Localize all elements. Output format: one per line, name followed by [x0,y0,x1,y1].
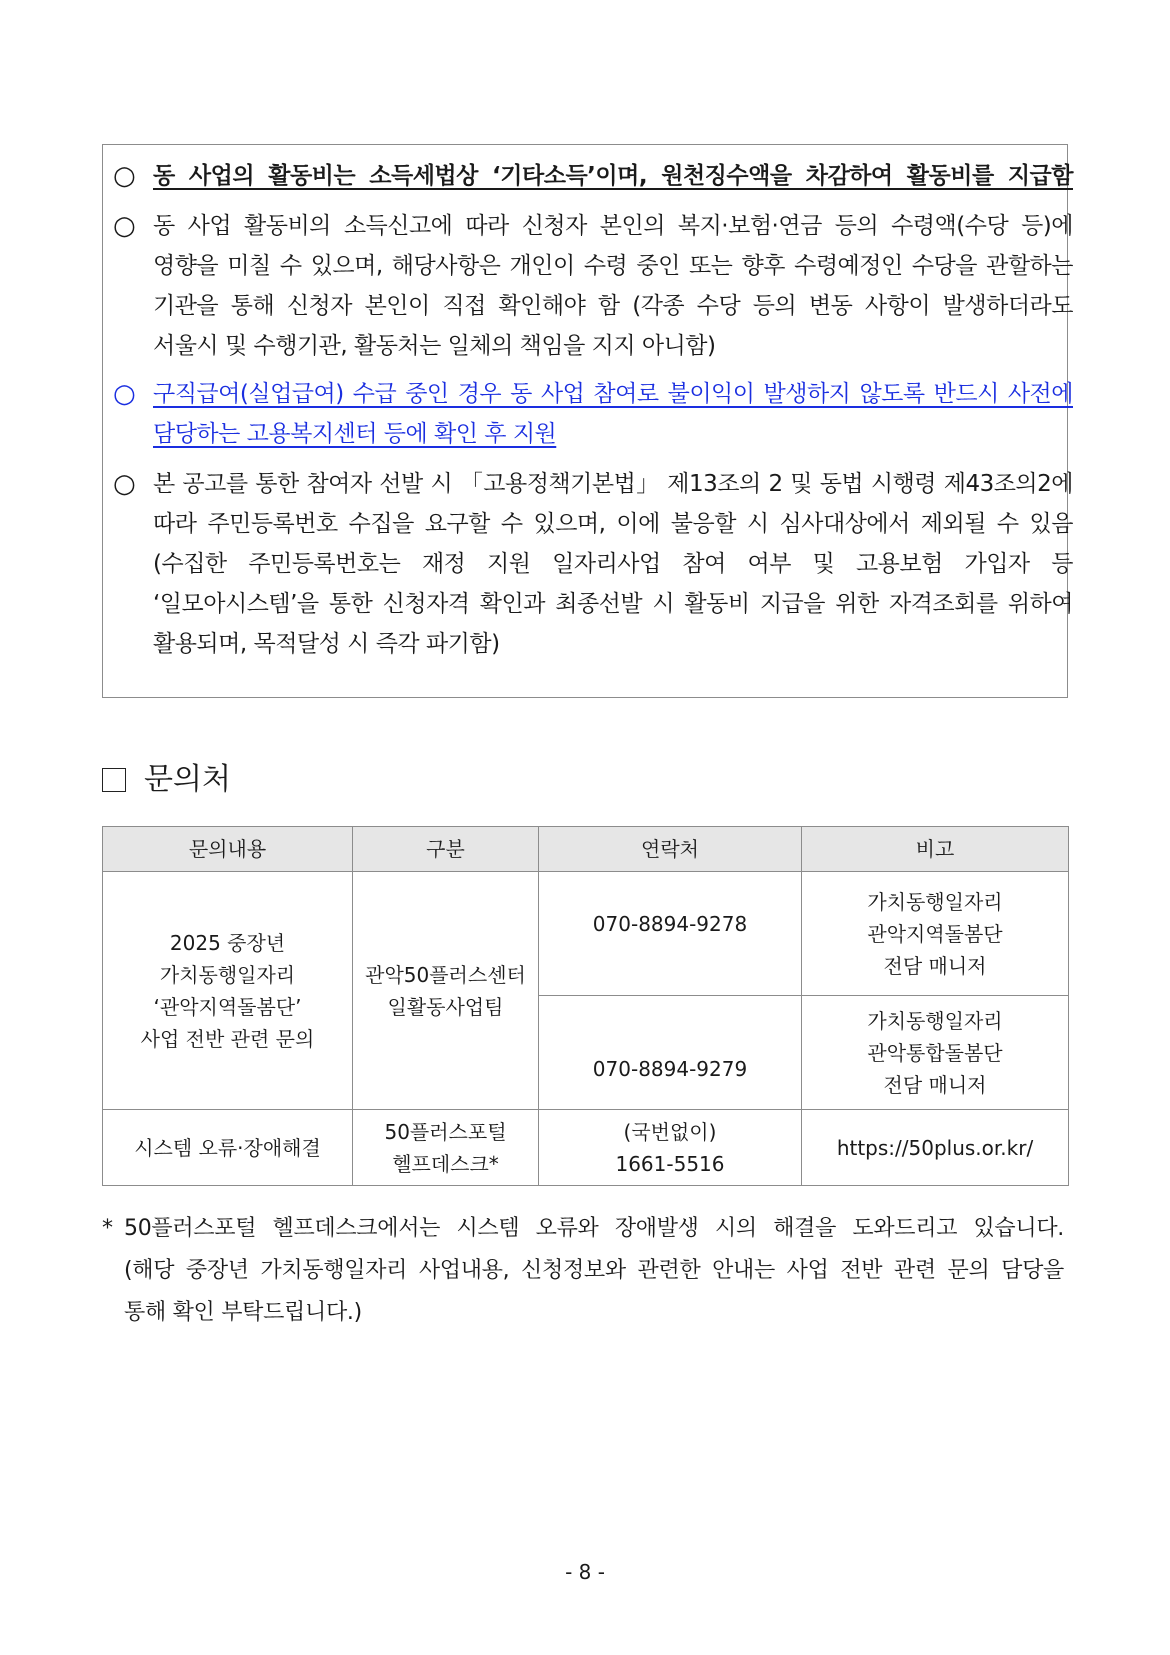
division-cell: 관악50플러스센터 일활동사업팀 [353,872,539,1110]
asterisk-mark: * [102,1216,113,1241]
header-inquiry: 문의내용 [103,827,353,872]
header-contact: 연락처 [539,827,802,872]
inquiry-cell: 2025 중장년 가치동행일자리 ‘관악지역돌봄단’ 사업 전반 관련 문의 [103,872,353,1110]
notice-text: 구직급여(실업급여) 수급 중인 경우 동 사업 참여로 불이익이 발생하지 않도록 반드시 사전에 [153,381,1073,407]
notice-text: 활용되며, 목적달성 시 즉각 파기함) [153,631,500,657]
notice-text: 따라 주민등록번호 수집을 요구할 수 있으며, 이에 불응할 시 심사대상에서 제외될 수 있음 [153,511,1073,537]
phone-cell: 070-8894-9279 [539,996,802,1110]
section-title: 문의처 [144,762,231,797]
header-note: 비고 [802,827,1069,872]
table-header-row [103,827,1069,872]
notice-text: 본 공고를 통한 참여자 선발 시 「고용정책기본법」 제13조의 2 및 동법 시행령 제43조의2에 [153,471,1073,497]
phone-cell: (국번없이) 1661-5516 [539,1110,802,1186]
division-cell: 50플러스포털 헬프데스크* [353,1110,539,1186]
notice-text: 담당하는 고용복지센터 등에 확인 후 지원 [153,421,557,447]
notice-text: (수집한 주민등록번호는 재정 지원 일자리사업 참여 여부 및 고용보험 가입자 등 [153,551,1073,577]
notice-text: 기관을 통해 신청자 본인이 직접 확인해야 함 (각종 수당 등의 변동 사항이 발생하더라도 [153,293,1073,319]
circle-bullet-icon: ○ [113,469,136,499]
note-cell: 가치동행일자리 관악통합돌봄단 전담 매니저 [802,996,1069,1110]
contact-table [102,826,1069,1186]
notice-text: 동 사업의 활동비는 소득세법상 ‘기타소득’이며, 원천징수액을 차감하여 활동비를 지급함 [153,163,1073,189]
footnote-text: 50플러스포털 헬프데스크에서는 시스템 오류와 장애발생 시의 해결을 도와드리고 있습니다. [124,1216,1064,1241]
note-cell: 가치동행일자리 관악지역돌봄단 전담 매니저 [802,872,1069,996]
footnote-text: 통해 확인 부탁드립니다.) [124,1300,362,1325]
page-number: - 8 - [565,1560,605,1584]
notice-text: ‘일모아시스템’을 통한 신청자격 확인과 최종선발 시 활동비 지급을 위한 자격조회를 위하여 [153,591,1073,617]
footnote-text: (해당 중장년 가치동행일자리 사업내용, 신청정보와 관련한 안내는 사업 전반 관련 문의 담당을 [124,1258,1064,1283]
table-row [103,872,1069,996]
notice-box [102,144,1073,698]
phone-cell: 070-8894-9278 [539,872,802,996]
notice-text: 영향을 미칠 수 있으며, 해당사항은 개인이 수령 중인 또는 향후 수령예정인 수당을 관할하는 [153,253,1073,279]
header-division: 구분 [353,827,539,872]
notice-text: 서울시 및 수행기관, 활동처는 일체의 책임을 지지 아니함) [153,333,716,359]
portal-link[interactable]: https://50plus.or.kr/ [802,1110,1069,1186]
square-bullet-icon [102,768,126,792]
inquiry-cell: 시스템 오류·장애해결 [103,1110,353,1186]
circle-bullet-icon: ○ [113,379,136,409]
circle-bullet-icon: ○ [113,161,136,191]
notice-text: 동 사업 활동비의 소득신고에 따라 신청자 본인의 복지·보험·연금 등의 수령액(수당 등)에 [153,213,1073,239]
circle-bullet-icon: ○ [113,211,136,241]
table-row [103,1110,1069,1186]
